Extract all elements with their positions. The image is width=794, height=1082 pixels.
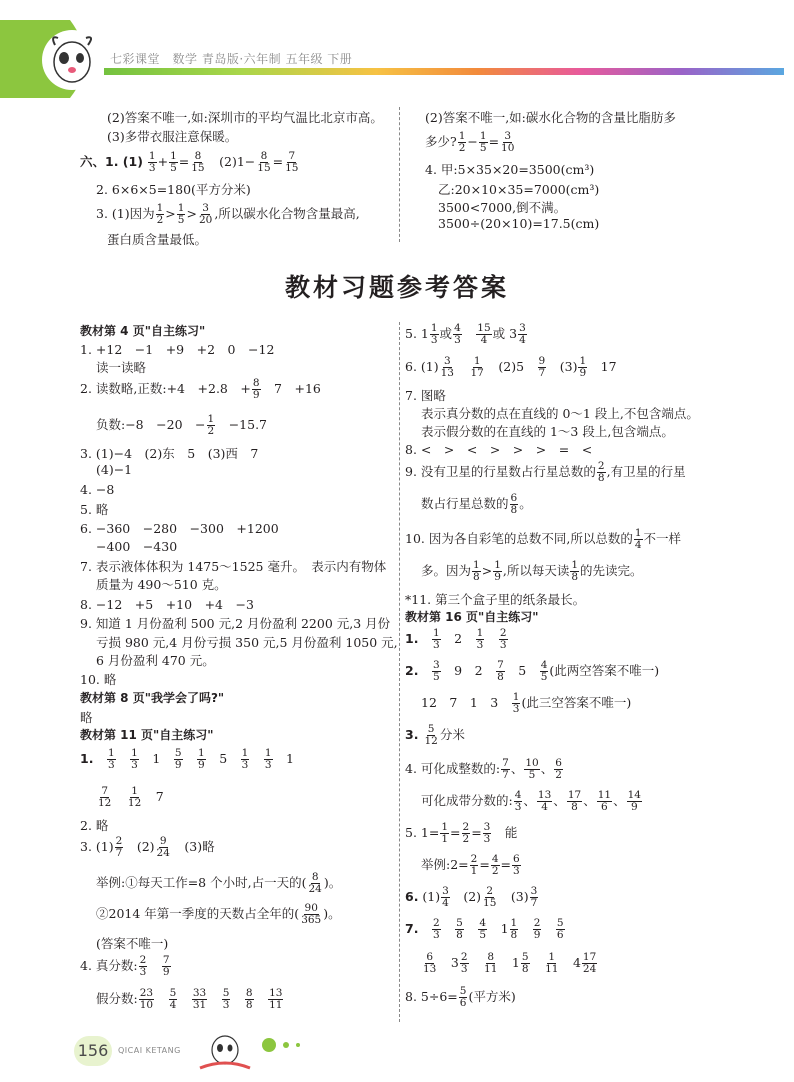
column-divider	[399, 107, 400, 242]
r-p16-q3: 3. $\frac{5}{12}$ 分米	[405, 723, 465, 747]
l-q7b: 质量为 490～510 克。	[96, 577, 227, 592]
top-left-line-6: 蛋白质含量最低。	[107, 232, 208, 247]
top-left-line-4: 2. 6×6×5=180(平方分米)	[96, 182, 251, 197]
l-p11-q1: 1. $\frac{1}{3}$ $\frac{1}{3}$ 1 $\frac{5}{9}$ $\frac{1}{9}$ 5 $\frac{1}{3}$ $\frac{1}{3}$ 1	[80, 747, 294, 771]
l-s2b: 略	[80, 710, 93, 725]
header-color-bar	[104, 68, 784, 75]
l-p11-q4b: 假分数: $\frac{23}{10}$ $\frac{5}{4}$ $\frac{33}{31}$ $\frac{5}{3}$ $\frac{8}{8}$ $\frac{13}{11}$	[96, 987, 283, 1011]
l-p11-q1b: $\frac{7}{12}$ $\frac{1}{12}$ 7	[98, 785, 164, 809]
section-title: 教材习题参考答案	[284, 273, 509, 302]
l-example-1: 举例:①每天工作=8 个小时,占一天的( $\frac{8}{24}$ )。	[96, 871, 342, 895]
l-example-note: (答案不唯一)	[96, 936, 169, 951]
footer-dot-large	[262, 1038, 276, 1052]
r-p16-q1: 1. $\frac{1}{3}$ 2 $\frac{1}{3}$ $\frac{2}{3}$	[405, 627, 507, 651]
column-divider-2	[399, 322, 400, 1022]
l-p11-q2: 2. 略	[80, 818, 109, 833]
l-q9c: 6 月份盈利 470 元。	[96, 653, 215, 668]
l-q6b: −400 −430	[96, 539, 178, 554]
r-q10: 10. 因为各自彩笔的总数不同,所以总数的 $\frac{1}{4}$ 不一样	[405, 527, 682, 551]
l-p11-q3: 3. (1) $\frac{2}{7}$ (2) $\frac{9}{24}$ (3)略	[80, 835, 215, 859]
r-q9: 9. 没有卫星的行星数占行星总数的 $\frac{2}{8}$ ,有卫星的行星	[405, 460, 686, 484]
r-p16-q6: 6. (1) $\frac{3}{4}$ (2) $\frac{2}{15}$ (3) $\frac{3}{7}$	[405, 885, 538, 909]
l-q10: 10. 略	[80, 672, 117, 687]
r-q11: *11. 第三个盒子里的纸条最长。	[405, 592, 586, 607]
l-q1b: 读一读略	[96, 360, 147, 375]
footer-mascot-icon	[195, 1028, 255, 1074]
page-number: 156	[74, 1036, 112, 1066]
r-p16-q8: 8. 5÷6= $\frac{5}{6}$ (平方米)	[405, 985, 516, 1009]
l-q3: 3. (1)−4 (2)东 5 (3)西 7	[80, 446, 259, 461]
l-q9: 9. 知道 1 月份盈利 500 元,2 月份盈利 2200 元,3 月份	[80, 616, 391, 631]
r-q7b: 表示真分数的点在直线的 0～1 段上,不包含端点。	[421, 406, 699, 421]
r-q5: 5. 1 $\frac{1}{3}$ 或 $\frac{4}{3}$ $\frac{15}{4}$ 或 3 $\frac{3}{4}$	[405, 322, 526, 346]
top-left-line-5: 3. (1)因为 $\frac{1}{2}$ > $\frac{1}{5}$ > $\frac{3}{20}$ ,所以碳水化合物含量最高,	[96, 202, 360, 226]
l-q3b: (4)−1	[96, 462, 133, 477]
l-q8: 8. −12 +5 +10 +4 −3	[80, 597, 254, 612]
section-p11: 教材第 11 页"自主练习"	[80, 728, 214, 742]
top-left-line-2: (3)多带衣服注意保暖。	[107, 129, 238, 144]
r-p16-q5: 5. 1= $\frac{1}{1}$ = $\frac{2}{2}$ = $\frac{3}{3}$ 能	[405, 821, 518, 845]
top-right-line-5: 3500<7000,倒不满。	[438, 200, 567, 215]
l-example-2: ②2014 年第一季度的天数占全年的( $\frac{90}{365}$ )。	[96, 902, 341, 926]
header-title: 七彩课堂 数学 青岛版·六年制 五年级 下册	[110, 52, 353, 66]
top-left-line-1: (2)答案不唯一,如:深圳市的平均气温比北京市高。	[107, 110, 383, 125]
l-q2c: 负数:−8 −20 − $\frac{1}{2}$ −15.7	[96, 413, 268, 437]
top-right-line-4: 乙:20×10×35=7000(cm³)	[438, 182, 600, 197]
top-right-line-1: (2)答案不唯一,如:碳水化合物的含量比脂肪多	[425, 110, 676, 125]
r-p16-q5b: 举例:2= $\frac{2}{1}$ = $\frac{4}{2}$ = $\frac{6}{3}$	[421, 853, 520, 877]
top-right-line-6: 3500÷(20×10)=17.5(cm)	[438, 216, 600, 231]
mascot-logo	[0, 20, 110, 100]
section-p16: 教材第 16 页"自主练习"	[405, 610, 539, 624]
r-q7c: 表示假分数的在直线的 1～3 段上,包含端点。	[421, 424, 674, 439]
l-q1: 1. +12 −1 +9 +2 0 −12	[80, 342, 275, 357]
l-q5: 5. 略	[80, 502, 109, 517]
r-q6: 6. (1) $\frac{3}{13}$ $\frac{1}{17}$ (2)5 $\frac{9}{7}$ (3) $\frac{1}{9}$ 17	[405, 355, 617, 379]
l-q9b: 亏损 980 元,4 月份亏损 350 元,5 月份盈利 1050 元,	[96, 635, 398, 650]
l-q7: 7. 表示液体体积为 1475～1525 毫升。 表示内有物体	[80, 559, 387, 574]
r-p16-q4: 4. 可化成整数的: $\frac{7}{7}$ 、 $\frac{10}{5}$ 、 $\frac{6}{2}$	[405, 757, 562, 781]
r-p16-q2b: 12 7 1 3 $\frac{1}{3}$ (此三空答案不唯一)	[421, 691, 632, 715]
section-p4: 教材第 4 页"自主练习"	[80, 324, 206, 338]
r-q7: 7. 图略	[405, 388, 446, 403]
r-p16-q2: 2. $\frac{3}{5}$ 9 2 $\frac{7}{8}$ 5 $\frac{4}{5}$ (此两空答案不唯一)	[405, 659, 660, 683]
top-right-line-3: 4. 甲:5×35×20=3500(cm³)	[425, 162, 595, 177]
r-q9b: 数占行星总数的 $\frac{6}{8}$ 。	[421, 492, 532, 516]
r-p16-q7b: $\frac{6}{13}$ 3 $\frac{2}{3}$ $\frac{8}{11}$ 1 $\frac{5}{8}$ $\frac{1}{11}$ 4 $\frac{17}{24}$	[423, 951, 597, 975]
section-p8: 教材第 8 页"我学会了吗?"	[80, 691, 225, 705]
l-q4: 4. −8	[80, 482, 115, 497]
top-right-line-2: 多少? $\frac{1}{2}$ − $\frac{1}{5}$ = $\frac{3}{10}$	[425, 130, 515, 154]
page-header	[0, 0, 794, 100]
footer-dot-small	[296, 1043, 300, 1047]
footer-brand: QICAI KETANG	[118, 1046, 181, 1055]
l-p11-q4: 4. 真分数: $\frac{2}{3}$ $\frac{7}{9}$	[80, 954, 170, 978]
r-p16-q4b: 可化成带分数的: $\frac{4}{3}$ 、 $\frac{13}{4}$ 、 $\frac{17}{8}$ 、 $\frac{11}{6}$ 、 $\frac{14}{9}$	[421, 789, 641, 813]
l-q6: 6. −360 −280 −300 +1200	[80, 521, 279, 536]
r-q10b: 多。因为 $\frac{1}{8}$ > $\frac{1}{9}$ ,所以每天读 $\frac{1}{8}$ 的先读完。	[421, 559, 643, 583]
l-q2: 2. 读数略,正数:+4 +2.8 + $\frac{8}{9}$ 7 +16	[80, 377, 321, 401]
r-p16-q7: 7. $\frac{2}{3}$ $\frac{5}{8}$ $\frac{4}{5}$ 1 $\frac{1}{8}$ $\frac{2}{9}$ $\frac{5}{6}$	[405, 917, 564, 941]
top-left-line-3: 六、1. (1) $\frac{1}{3}$ + $\frac{1}{5}$ = $\frac{8}{15}$ (2)1− $\frac{8}{15}$ = $\frac{7}{15}$	[80, 150, 299, 174]
footer-dot-medium	[283, 1042, 289, 1048]
r-q8: 8. < > < > > > = <	[405, 442, 593, 457]
